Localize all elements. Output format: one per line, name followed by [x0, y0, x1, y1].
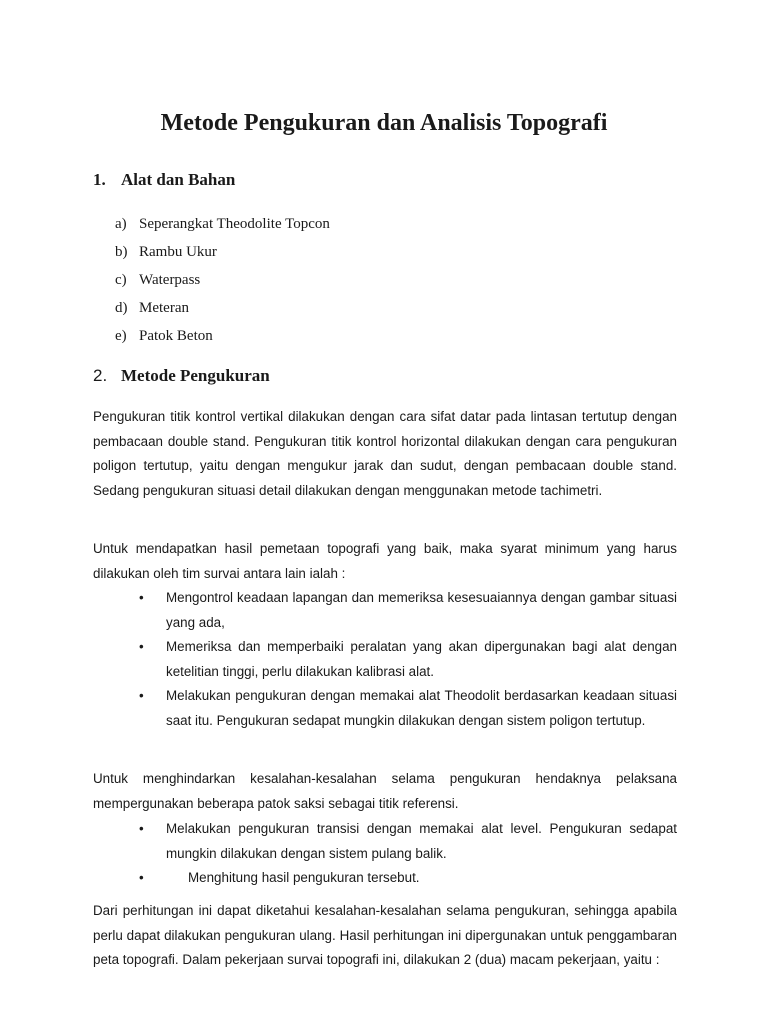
section-title: Metode Pengukuran	[121, 366, 270, 385]
list-item	[93, 817, 677, 866]
list-item-text: Patok Beton	[139, 328, 213, 344]
list-item	[115, 242, 330, 270]
list-item-text: Seperangkat Theodolite Topcon	[139, 216, 330, 232]
list-item-text: Mengontrol keadaan lapangan dan memeriksa kesesuaiannya dengan gambar situasi yang ada,	[166, 590, 677, 630]
section-title: Alat dan Bahan	[121, 170, 236, 189]
list-item-text: Melakukan pengukuran dengan memakai alat Theodolit berdasarkan keadaan situasi saat itu. Pengukuran sedapat mungkin dilakukan dengan sistem poligon tertutup.	[166, 688, 677, 728]
bullet-list-2	[93, 817, 677, 891]
page-title: Metode Pengukuran dan Analisis Topografi	[160, 110, 608, 136]
bullet-list-1	[93, 586, 677, 734]
list-marker: e)	[115, 328, 127, 344]
list-item	[93, 586, 677, 635]
paragraph-1: Pengukuran titik kontrol vertikal dilakukan dengan cara sifat datar pada lintasan tertutup dengan pembacaan double stand. Pengukuran titik kontrol horizontal dilakukan dengan cara pengukuran poligon tertutup, yaitu dengan mengukur jarak dan sudut, dengan pembacaan double stand. Sedang pengukuran situasi detail dilakukan dengan menggunakan metode tachimetri.	[93, 409, 677, 498]
list-marker: b)	[115, 244, 128, 260]
list-marker: a)	[115, 216, 127, 232]
section-number: 1.	[93, 170, 106, 189]
bullet-icon: •	[139, 870, 144, 886]
paragraph-2: Untuk mendapatkan hasil pemetaan topografi yang baik, maka syarat minimum yang harus dilakukan oleh tim survai antara lain ialah :	[93, 541, 677, 581]
list-item	[115, 270, 330, 298]
list-item-text: Memeriksa dan memperbaiki peralatan yang akan dipergunakan bagi alat dengan ketelitian tinggi, perlu dilakukan kalibrasi alat.	[166, 639, 677, 679]
list-item	[115, 326, 330, 354]
section-heading-metode-pengukuran	[93, 366, 270, 386]
bullet-icon: •	[139, 639, 144, 655]
list-item	[115, 298, 330, 326]
list-item	[93, 866, 677, 891]
section-number: 2.	[93, 366, 108, 385]
paragraph-4: Dari perhitungan ini dapat diketahui kesalahan-kesalahan selama pengukuran, sehingga apabila perlu dapat dilakukan pengukuran ulang. Hasil perhitungan ini dipergunakan untuk penggambaran peta topografi. Dalam pekerjaan survai topografi ini, dilakukan 2 (dua) macam pekerjaan, yaitu :	[93, 903, 677, 968]
section-heading-alat-dan-bahan	[93, 170, 235, 190]
list-item	[93, 684, 677, 733]
equipment-list	[115, 214, 330, 354]
paragraph-3: Untuk menghindarkan kesalahan-kesalahan selama pengukuran hendaknya pelaksana mempergunakan beberapa patok saksi sebagai titik referensi.	[93, 771, 677, 811]
list-item-text: Menghitung hasil pengukuran tersebut.	[188, 870, 420, 886]
list-item-text: Rambu Ukur	[139, 244, 217, 260]
list-item	[93, 635, 677, 684]
bullet-icon: •	[139, 821, 144, 836]
list-item	[115, 214, 330, 242]
list-item-text: Waterpass	[139, 272, 201, 288]
list-marker: d)	[115, 300, 128, 316]
bullet-icon: •	[139, 688, 144, 704]
list-item-text: Melakukan pengukuran transisi dengan memakai alat level. Pengukuran sedapat mungkin dilakukan dengan sistem pulang balik.	[166, 821, 677, 861]
list-item-text: Meteran	[139, 300, 189, 316]
list-marker: c)	[115, 272, 127, 288]
bullet-icon: •	[139, 590, 144, 605]
